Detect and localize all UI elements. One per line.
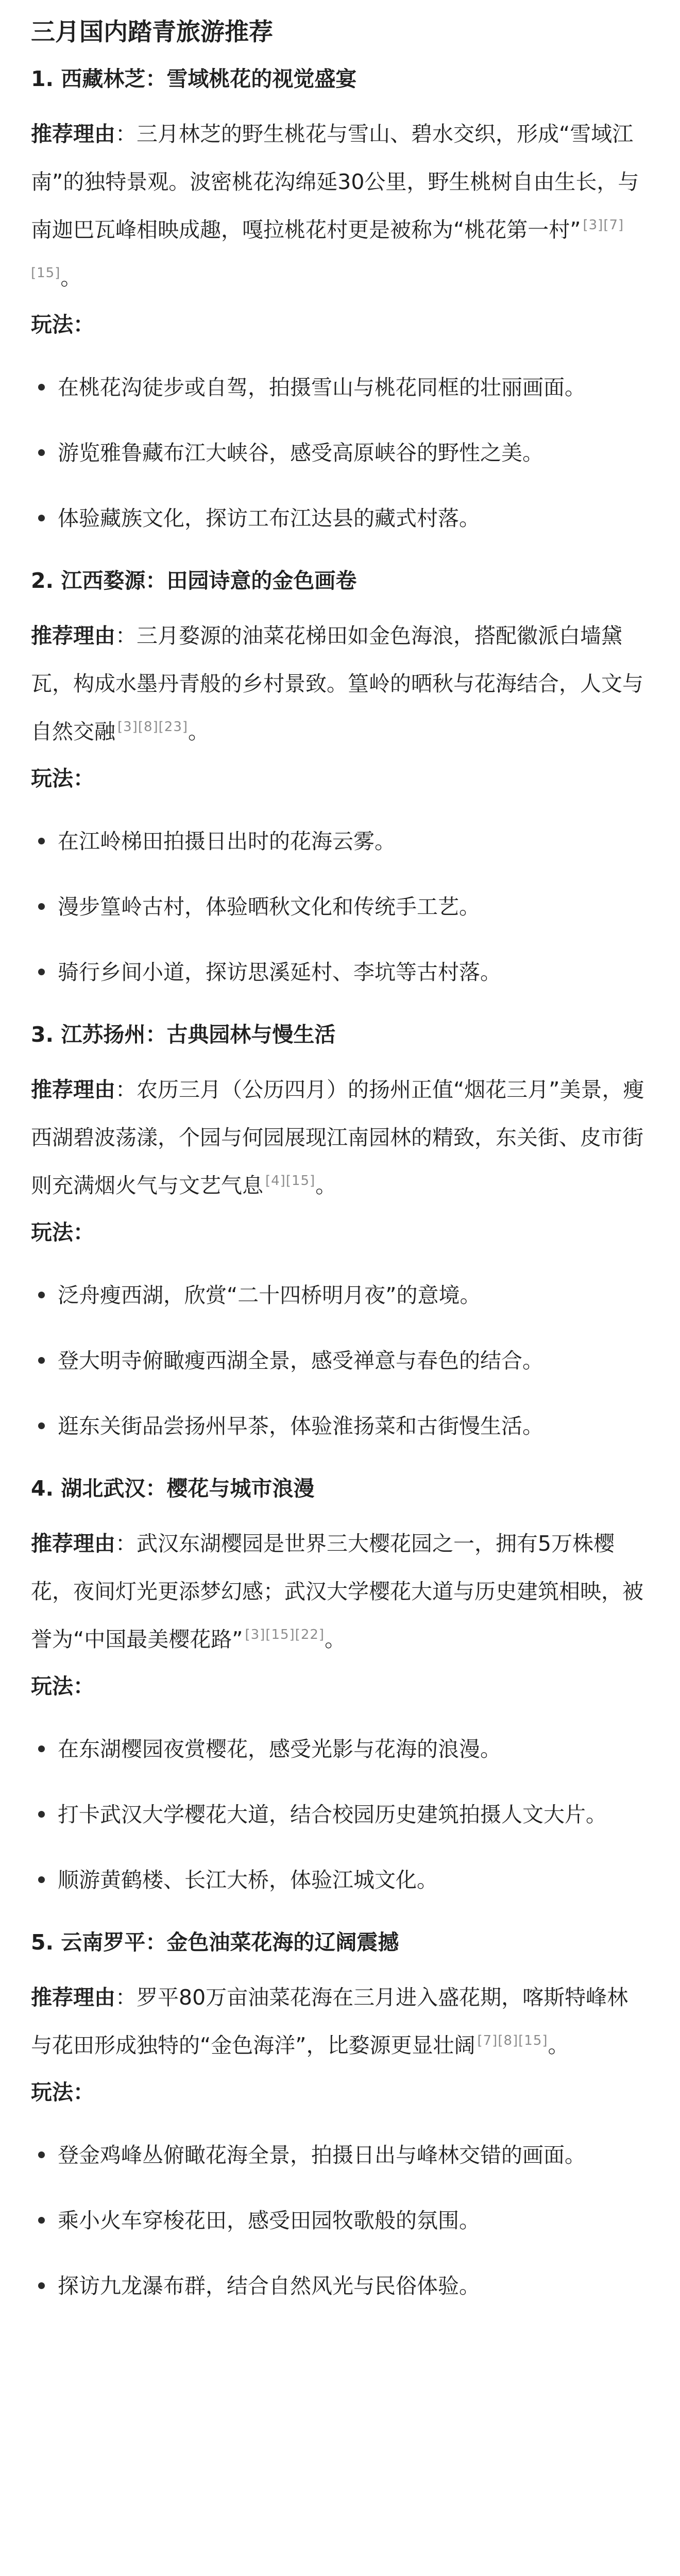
section-4 [31,1473,649,1904]
bullet-icon [38,1745,45,1752]
reason-label: 推荐理由 [31,1077,115,1102]
bullet-icon [38,969,45,975]
citation-marks: [3][15][22] [245,1627,325,1643]
list-item-text: 乘小火车穿梭花田，感受田园牧歌般的氛围。 [58,2208,480,2233]
reason-end-punct: 。 [325,1627,346,1652]
play-list [31,364,649,543]
list-item [31,2131,649,2179]
bullet-icon [38,1422,45,1429]
list-item [31,364,649,412]
list-item-text: 漫步篁岭古村，体验晒秋文化和传统手工艺。 [58,894,480,919]
list-item-text: 登大明寺俯瞰瘦西湖全景，感受禅意与春色的结合。 [58,1348,543,1373]
list-item [31,1337,649,1385]
play-list [31,1272,649,1450]
bullet-icon [38,1292,45,1298]
bullet-icon [38,384,45,391]
list-item-text: 体验藏族文化，探访工布江达县的藏式村落。 [58,505,480,531]
list-item-text: 游览雅鲁藏布江大峡谷，感受高原峡谷的野性之美。 [58,440,543,465]
bullet-icon [38,1811,45,1818]
play-list [31,818,649,996]
list-item [31,948,649,996]
bullet-icon [38,449,45,456]
list-item [31,429,649,477]
reason-paragraph [31,1974,649,2070]
reason-paragraph [31,110,649,302]
play-list [31,2131,649,2310]
section-heading: 4. 湖北武汉：樱花与城市浪漫 [31,1476,315,1501]
play-label: 玩法： [31,2080,94,2105]
reason-end-punct: 。 [60,265,82,290]
citation-marks: [3][8][23] [117,719,189,735]
list-item-text: 顺游黄鹤楼、长江大桥，体验江城文化。 [58,1867,438,1892]
reason-text: ：武汉东湖樱园是世界三大樱花园之一，拥有5万株樱花，夜间灯光更添梦幻感；武汉大学樱花大道与历史建筑相映，被誉为“中国最美樱花路” [31,1531,643,1652]
list-item [31,883,649,931]
reason-end-punct: 。 [188,719,210,744]
section-heading: 1. 西藏林芝：雪域桃花的视觉盛宴 [31,66,357,91]
list-item [31,1725,649,1773]
list-item-text: 在东湖樱园夜赏樱花，感受光影与花海的浪漫。 [58,1736,501,1761]
bullet-icon [38,1357,45,1364]
sections-container [31,63,649,2310]
list-item-text: 骑行乡间小道，探访思溪延村、李坑等古村落。 [58,959,501,985]
reason-label: 推荐理由 [31,1531,115,1556]
list-item-text: 泛舟瘦西湖，欣赏“二十四桥明月夜”的意境。 [58,1282,481,1308]
bullet-icon [38,1876,45,1883]
section-heading: 3. 江苏扬州：古典园林与慢生活 [31,1022,336,1047]
list-item [31,495,649,543]
list-item [31,1272,649,1319]
list-item-text: 登金鸡峰丛俯瞰花海全景，拍摄日出与峰林交错的画面。 [58,2142,586,2167]
reason-end-punct: 。 [548,2033,569,2058]
reason-text: ：三月婺源的油菜花梯田如金色海浪，搭配徽派白墙黛瓦，构成水墨丹青般的乡村景致。篁岭的晒秋与花海结合，人文与自然交融 [31,623,643,744]
citation-marks: [3][7][15] [31,217,624,281]
page-title: 三月国内踏青旅游推荐 [31,18,273,46]
reason-label: 推荐理由 [31,1985,115,2010]
play-list [31,1725,649,1904]
reason-paragraph [31,612,649,756]
reason-end-punct: 。 [315,1173,337,1198]
list-item [31,1856,649,1904]
reason-paragraph [31,1066,649,1210]
list-item-text: 打卡武汉大学樱花大道，结合校园历史建筑拍摄人文大片。 [58,1802,607,1827]
bullet-icon [38,515,45,521]
reason-text: ：三月林芝的野生桃花与雪山、碧水交织，形成“雪域江南”的独特景观。波密桃花沟绵延30公里，野生桃树自由生长，与南迦巴瓦峰相映成趣，嘎拉桃花村更是被称为“桃花第一村” [31,122,639,242]
reason-text: ：罗平80万亩油菜花海在三月进入盛花期，喀斯特峰林与花田形成独特的“金色海洋”，比婺源更显壮阔 [31,1985,628,2058]
citation-marks: [4][15] [265,1173,316,1189]
list-item [31,2262,649,2310]
play-label: 玩法： [31,1674,94,1699]
section-1 [31,63,649,543]
play-label: 玩法： [31,1220,94,1245]
list-item [31,818,649,866]
section-2 [31,565,649,996]
list-item [31,1791,649,1839]
list-item-text: 探访九龙瀑布群，结合自然风光与民俗体验。 [58,2273,480,2298]
play-label: 玩法： [31,312,94,337]
citation-marks: [7][8][15] [477,2033,548,2049]
bullet-icon [38,2282,45,2289]
reason-label: 推荐理由 [31,623,115,648]
list-item-text: 逛东关街品尝扬州早茶，体验淮扬菜和古街慢生活。 [58,1413,543,1438]
play-label: 玩法： [31,766,94,791]
bullet-icon [38,2217,45,2224]
reason-text: ：农历三月（公历四月）的扬州正值“烟花三月”美景，瘦西湖碧波荡漾，个园与何园展现江南园林的精致，东关街、皮市街则充满烟火气与文艺气息 [31,1077,644,1198]
section-heading: 5. 云南罗平：金色油菜花海的辽阔震撼 [31,1929,399,1955]
reason-label: 推荐理由 [31,122,115,146]
reason-paragraph [31,1520,649,1664]
section-3 [31,1019,649,1450]
list-item [31,2197,649,2245]
section-heading: 2. 江西婺源：田园诗意的金色画卷 [31,568,357,593]
list-item-text: 在桃花沟徒步或自驾，拍摄雪山与桃花同框的壮丽画面。 [58,375,586,400]
list-item-text: 在江岭梯田拍摄日出时的花海云雾。 [58,828,396,854]
bullet-icon [38,903,45,910]
bullet-icon [38,2151,45,2158]
bullet-icon [38,838,45,844]
section-5 [31,1927,649,2310]
list-item [31,1402,649,1450]
